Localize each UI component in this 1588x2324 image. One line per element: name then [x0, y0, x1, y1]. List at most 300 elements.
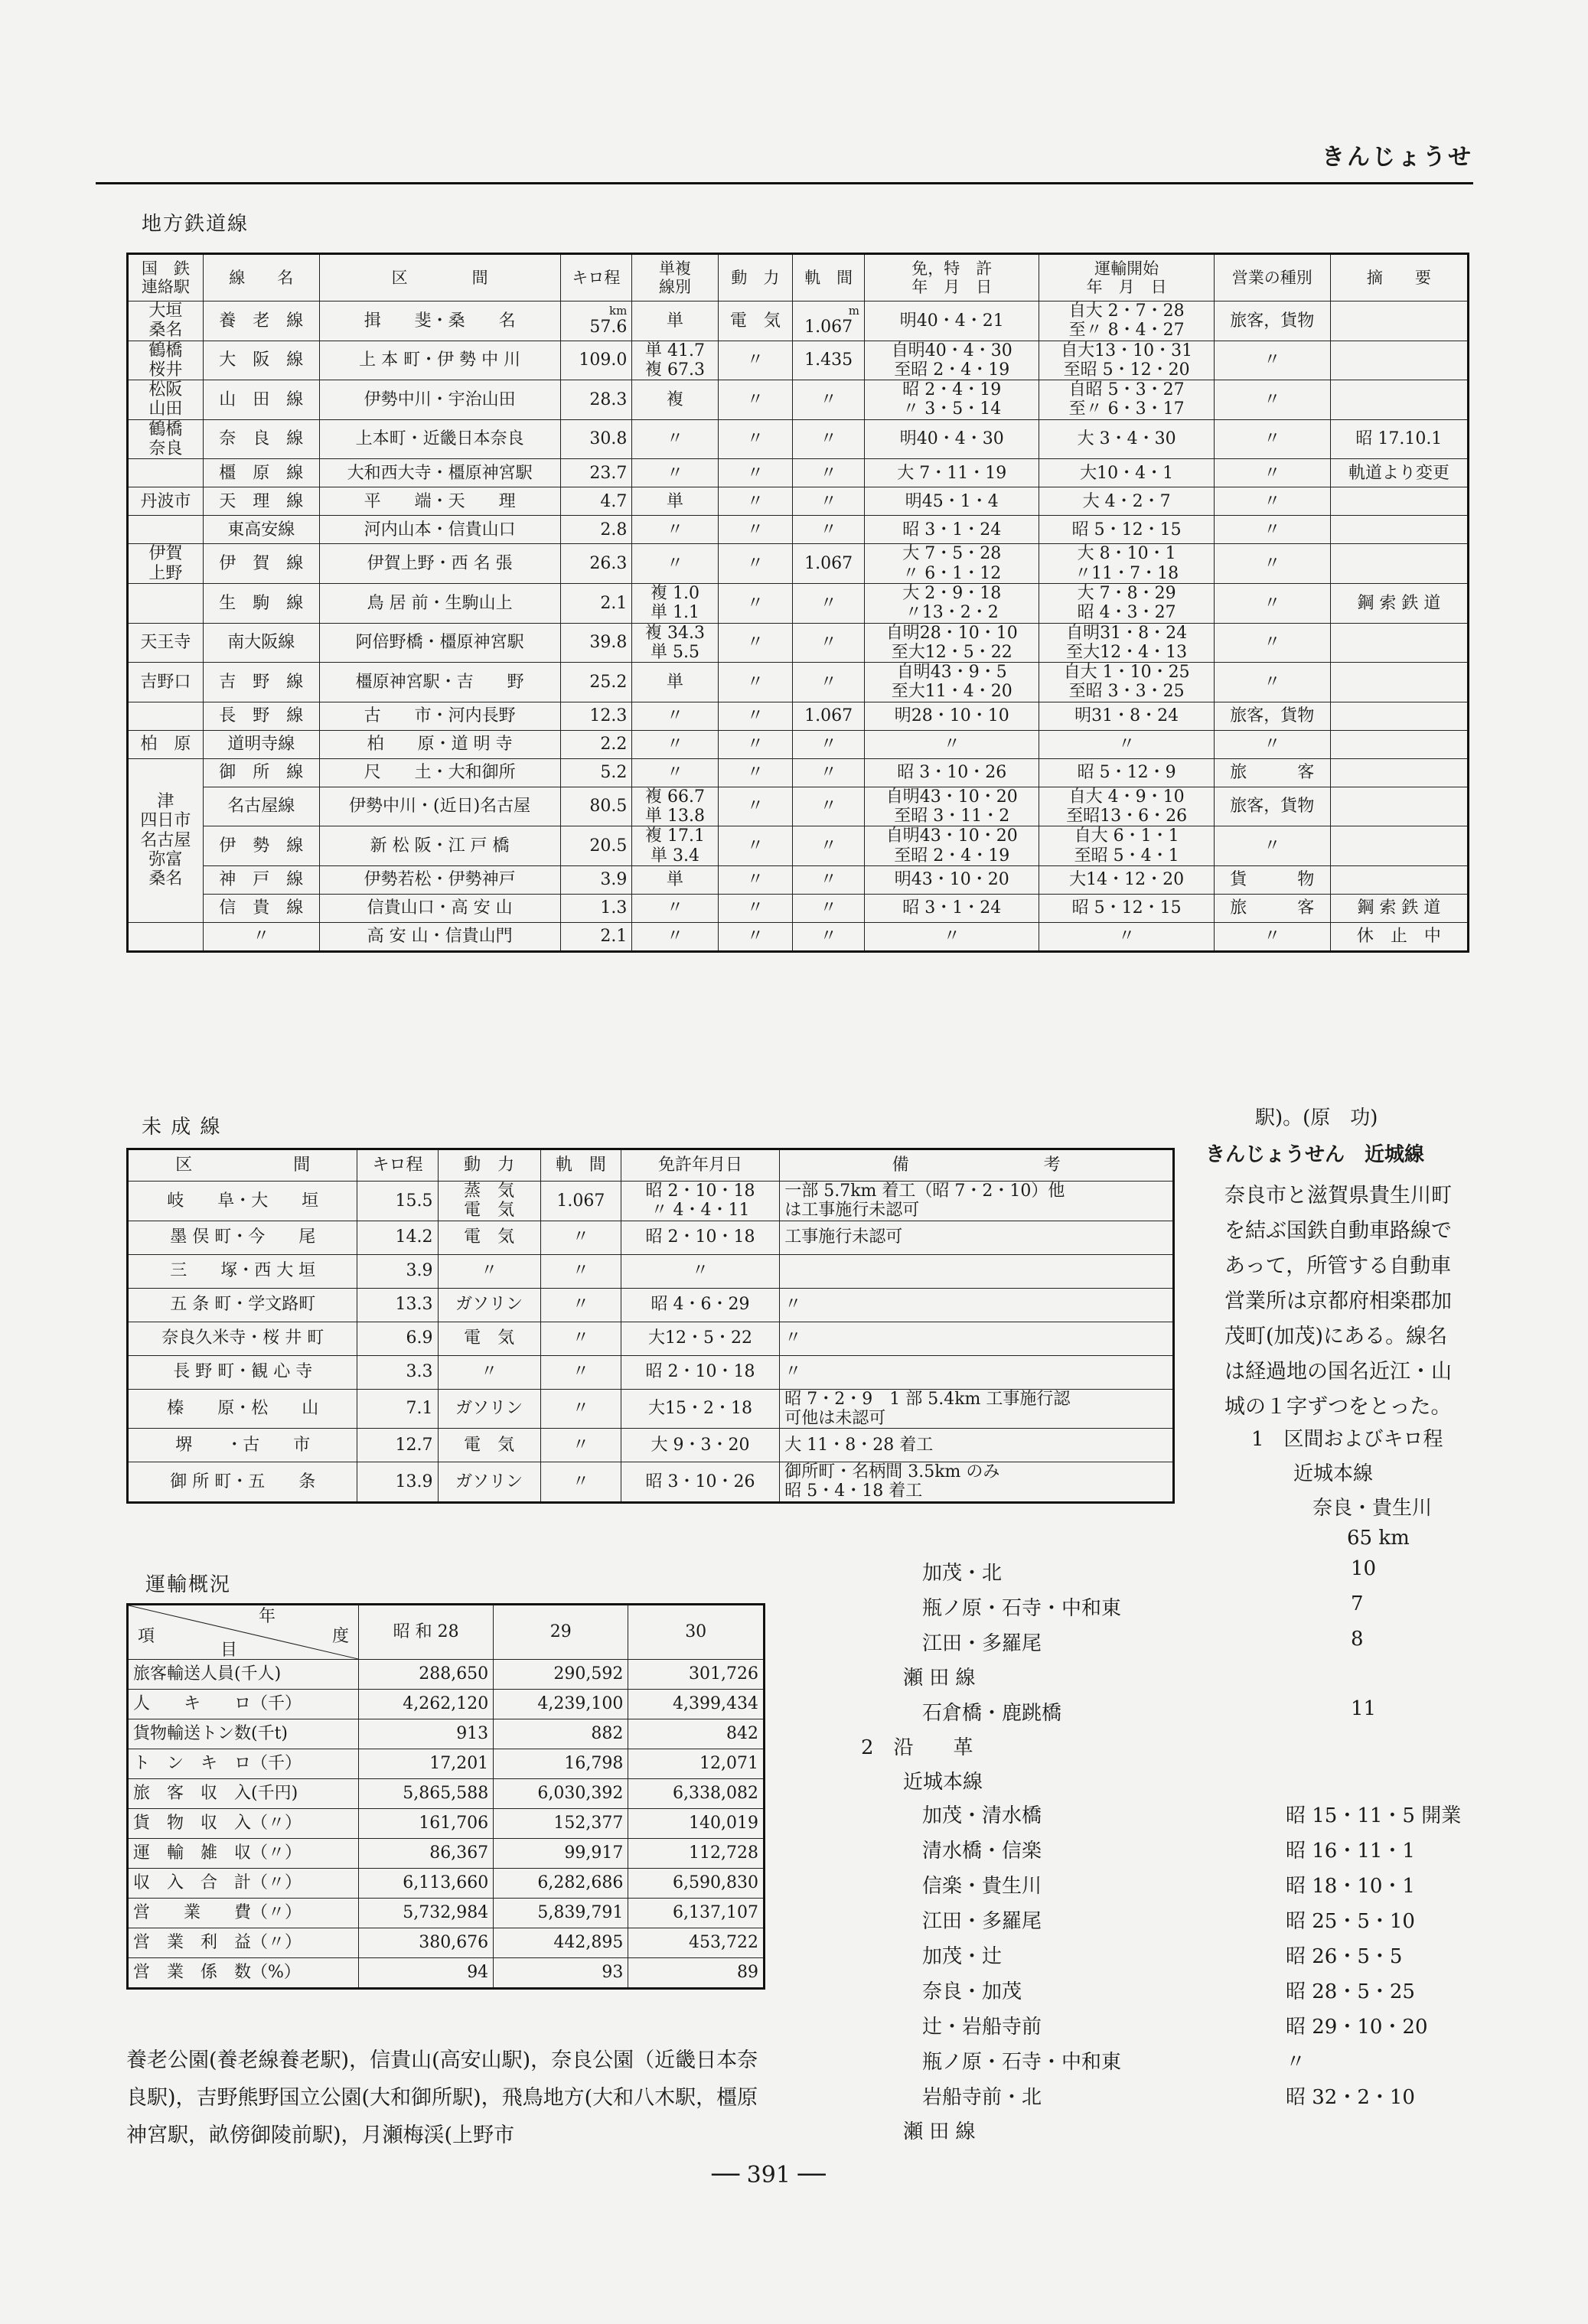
gauge: 〃 — [540, 1221, 621, 1254]
track-type: 単 — [632, 302, 718, 341]
history-date: 昭 16・11・1 — [1286, 1840, 1415, 1863]
table-row — [128, 341, 1469, 380]
connecting-station — [128, 459, 204, 487]
item: 収 入 合 計（〃） — [128, 1869, 359, 1899]
table-row — [128, 894, 1469, 922]
track-type: 複 66.7 単 13.8 — [632, 787, 718, 826]
service-type: 貨 物 — [1214, 865, 1330, 894]
route-km: 7 — [1351, 1592, 1364, 1615]
license-date: 自明28・10・10 至大12・5・22 — [865, 623, 1039, 663]
line-name: 道明寺線 — [203, 730, 319, 758]
power: ガソリン — [438, 1288, 540, 1322]
table-row — [128, 787, 1469, 826]
year-header: 昭 和 28 — [359, 1605, 494, 1660]
connecting-station — [128, 583, 204, 623]
value: 6,137,107 — [628, 1899, 765, 1928]
connecting-station: 天王寺 — [128, 623, 204, 663]
corner-top: 年 — [259, 1607, 276, 1626]
column-header: 軌 間 — [540, 1149, 621, 1182]
km: 109.0 — [560, 341, 632, 380]
line-name: 信 貴 線 — [203, 894, 319, 922]
gauge: 1.435 — [793, 341, 865, 380]
section: 伊勢中川・宇治山田 — [319, 380, 560, 420]
line-name: 山 田 線 — [203, 380, 319, 420]
table-row — [128, 516, 1469, 544]
gauge: 〃 — [793, 894, 865, 922]
route-row — [922, 1592, 1458, 1628]
km: 3.9 — [560, 865, 632, 894]
value: 4,399,434 — [628, 1690, 765, 1719]
corner-header — [128, 1605, 359, 1660]
service-type: 旅客，貨物 — [1214, 787, 1330, 826]
power: 〃 — [718, 826, 793, 866]
service-type: 旅客，貨物 — [1214, 302, 1330, 341]
subsection-1-line: 近城本線 — [1293, 1462, 1374, 1485]
gauge: 1.067 — [793, 544, 865, 584]
remarks — [1330, 730, 1468, 758]
km: 7.1 — [357, 1389, 438, 1429]
section: 河内山本・信貴山口 — [319, 516, 560, 544]
history-section: 清水橋・信楽 — [922, 1840, 1042, 1863]
history-date: 〃 — [1286, 2051, 1306, 2074]
gauge: 〃 — [540, 1355, 621, 1389]
table-row — [128, 623, 1469, 663]
table-row — [128, 865, 1469, 894]
value: 17,201 — [359, 1749, 494, 1779]
remarks — [780, 1254, 1174, 1288]
column-header: 動 力 — [718, 254, 793, 302]
table-row — [128, 1389, 1174, 1429]
connecting-station: 鶴橋 桜井 — [128, 341, 204, 380]
table-row — [128, 459, 1469, 487]
license-date: 大 7・5・28 〃 6・1・12 — [865, 544, 1039, 584]
service-type: 〃 — [1214, 487, 1330, 516]
last-line-label: 瀬 田 線 — [903, 2120, 976, 2143]
service-type: 旅 客 — [1214, 758, 1330, 787]
gauge: 〃 — [540, 1254, 621, 1288]
service-type: 〃 — [1214, 419, 1330, 459]
line-name: 神 戸 線 — [203, 865, 319, 894]
line-name: 伊 賀 線 — [203, 544, 319, 584]
opening-date: 自大 6・1・1 至昭 5・4・1 — [1039, 826, 1214, 866]
history-section: 岩船寺前・北 — [922, 2086, 1042, 2109]
power: 〃 — [438, 1355, 540, 1389]
gauge: 〃 — [793, 583, 865, 623]
value: 152,377 — [494, 1809, 628, 1839]
opening-date: 大10・4・1 — [1039, 459, 1214, 487]
power: 〃 — [718, 487, 793, 516]
track-type: 単 — [632, 487, 718, 516]
opening-date: 自明31・8・24 至大12・4・13 — [1039, 623, 1214, 663]
power: 〃 — [718, 341, 793, 380]
history-row — [922, 1905, 1473, 1941]
power: 〃 — [718, 730, 793, 758]
history-section: 辻・岩船寺前 — [922, 2016, 1042, 2039]
history-row — [922, 1800, 1473, 1835]
km: 28.3 — [560, 380, 632, 420]
entry-line: あって，所管する自動車 — [1224, 1254, 1452, 1278]
license-date: 明40・4・21 — [865, 302, 1039, 341]
section: 高 安 山・信貴山門 — [319, 922, 560, 951]
table-row — [128, 826, 1469, 866]
connecting-station — [128, 702, 204, 730]
item: 営 業 係 数（%） — [128, 1958, 359, 1989]
corner-diagonal — [129, 1605, 358, 1659]
entry-line: 奈良市と滋賀県貴生川町 — [1224, 1184, 1452, 1208]
year-header: 30 — [628, 1605, 765, 1660]
section: 榛 原・松 山 — [128, 1389, 357, 1429]
history-section: 奈良・加茂 — [922, 1980, 1022, 2003]
value: 6,590,830 — [628, 1869, 765, 1899]
history-section: 加茂・清水橋 — [922, 1804, 1042, 1827]
track-type: 〃 — [632, 544, 718, 584]
opening-date: 大 7・8・29 昭 4・3・27 — [1039, 583, 1214, 623]
remarks: 軌道より変更 — [1330, 459, 1468, 487]
entry-line: を結ぶ国鉄自動車路線で — [1224, 1219, 1452, 1243]
power: 蒸 気 電 気 — [438, 1182, 540, 1221]
power: 〃 — [718, 663, 793, 702]
connecting-station — [128, 922, 204, 951]
km: km 57.6 — [560, 302, 632, 341]
main-route-km: 65 km — [1347, 1527, 1410, 1550]
column-header: 備 考 — [780, 1149, 1174, 1182]
gauge: 〃 — [793, 663, 865, 702]
running-title: きんじょうせ — [1322, 144, 1473, 171]
line-name: 東高安線 — [203, 516, 319, 544]
table-row — [128, 1899, 765, 1928]
history-section: 加茂・辻 — [922, 1945, 1003, 1968]
value: 16,798 — [494, 1749, 628, 1779]
table-row — [128, 1839, 765, 1869]
table-row — [128, 758, 1469, 787]
column-header: 運輸開始 年 月 日 — [1039, 254, 1214, 302]
section: 上 本 町・伊 勢 中 川 — [319, 341, 560, 380]
power: 電 気 — [718, 302, 793, 341]
license-date: 〃 — [621, 1254, 779, 1288]
subsection-2-line: 近城本線 — [903, 1771, 983, 1794]
history-date: 昭 25・5・10 — [1286, 1910, 1415, 1933]
remarks — [1330, 516, 1468, 544]
value: 301,726 — [628, 1660, 765, 1690]
table-row — [128, 380, 1469, 420]
remarks: 昭 7・2・9 1 部 5.4km 工事施行認 可他は未認可 — [780, 1389, 1174, 1429]
license-date: 昭 3・1・24 — [865, 516, 1039, 544]
power: 電 気 — [438, 1429, 540, 1462]
history-row — [922, 1835, 1473, 1870]
gauge: 〃 — [793, 922, 865, 951]
value: 842 — [628, 1719, 765, 1749]
table-row — [128, 1958, 765, 1989]
remarks: 〃 — [780, 1322, 1174, 1355]
unbuilt-lines-table — [126, 1148, 1175, 1504]
license-date: 昭 2・10・18 — [621, 1221, 779, 1254]
track-type: 複 1.0 単 1.1 — [632, 583, 718, 623]
history-section: 江田・多羅尾 — [922, 1910, 1042, 1933]
table-row — [128, 1809, 765, 1839]
service-type: 〃 — [1214, 730, 1330, 758]
item: 運 輸 雑 収（〃） — [128, 1839, 359, 1869]
entry-line: は経過地の国名近江・山 — [1224, 1360, 1452, 1384]
value: 161,706 — [359, 1809, 494, 1839]
section: 長 野 町・観 心 寺 — [128, 1355, 357, 1389]
column-header: 動 力 — [438, 1149, 540, 1182]
value: 140,019 — [628, 1809, 765, 1839]
track-type: 複 — [632, 380, 718, 420]
license-date: 昭 3・1・24 — [865, 894, 1039, 922]
remarks: 〃 — [780, 1288, 1174, 1322]
remarks — [1330, 341, 1468, 380]
track-type: 〃 — [632, 922, 718, 951]
opening-date: 自大 1・10・25 至昭 3・3・25 — [1039, 663, 1214, 702]
history-section: 信楽・貴生川 — [922, 1875, 1042, 1898]
history-date: 昭 32・2・10 — [1286, 2086, 1415, 2109]
license-date: 昭 3・10・26 — [621, 1462, 779, 1503]
section: 大和西大寺・橿原神宮駅 — [319, 459, 560, 487]
entry-title: きんじょうせん 近城線 — [1205, 1143, 1425, 1166]
power: 〃 — [438, 1254, 540, 1288]
service-type: 〃 — [1214, 922, 1330, 951]
table-row — [128, 702, 1469, 730]
gauge: 〃 — [540, 1389, 621, 1429]
value: 5,865,588 — [359, 1779, 494, 1809]
line-name: 橿 原 線 — [203, 459, 319, 487]
remarks — [1330, 758, 1468, 787]
section: 平 端・天 理 — [319, 487, 560, 516]
gauge: 〃 — [793, 419, 865, 459]
track-type: 〃 — [632, 730, 718, 758]
table-row — [128, 1322, 1174, 1355]
service-type: 〃 — [1214, 544, 1330, 584]
track-type: 〃 — [632, 702, 718, 730]
table-row — [128, 544, 1469, 584]
gauge: 〃 — [540, 1288, 621, 1322]
value: 93 — [494, 1958, 628, 1989]
section: 信貴山口・高 安 山 — [319, 894, 560, 922]
track-type: 単 — [632, 663, 718, 702]
power: 〃 — [718, 922, 793, 951]
km: 4.7 — [560, 487, 632, 516]
route-km: 8 — [1351, 1628, 1364, 1651]
power: 〃 — [718, 583, 793, 623]
value: 5,732,984 — [359, 1899, 494, 1928]
km: 15.5 — [357, 1182, 438, 1221]
connecting-station: 大垣 桑名 — [128, 302, 204, 341]
value: 380,676 — [359, 1928, 494, 1958]
history-date: 昭 26・5・5 — [1286, 1945, 1403, 1968]
item: 貨 物 収 入（〃） — [128, 1809, 359, 1839]
track-type: 単 41.7 複 67.3 — [632, 341, 718, 380]
connecting-station: 吉野口 — [128, 663, 204, 702]
power: 電 気 — [438, 1221, 540, 1254]
gauge: 〃 — [793, 758, 865, 787]
body-paragraph: 養老公園(養老線養老駅)，信貴山(高安山駅)，奈良公園（近畿日本奈良駅)，吉野熊野国立公園(大和御所駅)，飛鳥地方(大和八木駅，橿原神宮駅，畝傍御陵前駅)，月瀬梅渓(上野市 — [126, 2049, 758, 2147]
entry-line: 茂町(加茂)にある。線名 — [1224, 1325, 1448, 1348]
item: 貨物輸送トン数(千t) — [128, 1719, 359, 1749]
license-date: 明45・1・4 — [865, 487, 1039, 516]
remarks — [1330, 865, 1468, 894]
power: 電 気 — [438, 1322, 540, 1355]
power: 〃 — [718, 758, 793, 787]
column-header: 線 名 — [203, 254, 319, 302]
value: 442,895 — [494, 1928, 628, 1958]
history-date: 昭 18・10・1 — [1286, 1875, 1415, 1898]
connecting-station — [128, 516, 204, 544]
gauge: 〃 — [793, 865, 865, 894]
line-name: 吉 野 線 — [203, 663, 319, 702]
gauge: 〃 — [793, 487, 865, 516]
column-header: キロ程 — [357, 1149, 438, 1182]
table-row — [128, 1690, 765, 1719]
item: 営 業 利 益（〃） — [128, 1928, 359, 1958]
license-date: 明43・10・20 — [865, 865, 1039, 894]
opening-date: 自昭 5・3・27 至〃 6・3・17 — [1039, 380, 1214, 420]
license-date: 自明40・4・30 至昭 2・4・19 — [865, 341, 1039, 380]
table-row — [128, 1182, 1174, 1221]
section: 柏 原・道 明 寺 — [319, 730, 560, 758]
license-date: 明40・4・30 — [865, 419, 1039, 459]
remarks — [1330, 380, 1468, 420]
section: 新 松 阪・江 戸 橋 — [319, 826, 560, 866]
remarks — [1330, 302, 1468, 341]
service-type: 〃 — [1214, 583, 1330, 623]
local-railways-table — [126, 253, 1469, 953]
license-date: 大 7・11・19 — [865, 459, 1039, 487]
track-type: 複 34.3 単 5.5 — [632, 623, 718, 663]
table-row — [128, 1429, 1174, 1462]
opening-date: 昭 5・12・15 — [1039, 894, 1214, 922]
connecting-station: 鶴橋 奈良 — [128, 419, 204, 459]
section: 阿倍野橋・橿原神宮駅 — [319, 623, 560, 663]
gauge: 〃 — [540, 1462, 621, 1503]
km: 39.8 — [560, 623, 632, 663]
value: 94 — [359, 1958, 494, 1989]
connecting-station: 津 四日市 名古屋 弥富 桑名 — [128, 758, 204, 922]
entry-body — [1224, 1178, 1452, 1425]
km: 14.2 — [357, 1221, 438, 1254]
km: 26.3 — [560, 544, 632, 584]
section: 尺 土・大和御所 — [319, 758, 560, 787]
table-row — [128, 1749, 765, 1779]
opening-date: 大 4・2・7 — [1039, 487, 1214, 516]
opening-date: 昭 5・12・9 — [1039, 758, 1214, 787]
track-type: 複 17.1 単 3.4 — [632, 826, 718, 866]
license-date: 自明43・10・20 至昭 3・11・2 — [865, 787, 1039, 826]
remarks — [1330, 623, 1468, 663]
value: 288,650 — [359, 1660, 494, 1690]
license-date: 〃 — [865, 922, 1039, 951]
table-row — [128, 1254, 1174, 1288]
line-name: 天 理 線 — [203, 487, 319, 516]
line-name: 名古屋線 — [203, 787, 319, 826]
route-km: 10 — [1351, 1557, 1377, 1580]
gauge: 〃 — [793, 380, 865, 420]
route-name: 江田・多羅尾 — [922, 1632, 1042, 1655]
license-date: 自明43・9・5 至大11・4・20 — [865, 663, 1039, 702]
remarks: 鋼 索 鉄 道 — [1330, 583, 1468, 623]
connecting-station: 松阪 山田 — [128, 380, 204, 420]
value: 4,262,120 — [359, 1690, 494, 1719]
route-name: 瓶ノ原・石寺・中和東 — [922, 1597, 1122, 1620]
section: 古 市・河内長野 — [319, 702, 560, 730]
routes-list — [922, 1557, 1458, 1663]
history-list — [922, 1800, 1473, 2117]
opening-date: 自大 2・7・28 至〃 8・4・27 — [1039, 302, 1214, 341]
table-row — [128, 1779, 765, 1809]
value: 4,239,100 — [494, 1690, 628, 1719]
section: 堺 ・古 市 — [128, 1429, 357, 1462]
power: 〃 — [718, 544, 793, 584]
column-header: 摘 要 — [1330, 254, 1468, 302]
km: 30.8 — [560, 419, 632, 459]
section: 奈良久米寺・桜 井 町 — [128, 1322, 357, 1355]
value: 12,071 — [628, 1749, 765, 1779]
gauge: 〃 — [540, 1429, 621, 1462]
unit: m — [848, 304, 860, 318]
table-row — [128, 663, 1469, 702]
remarks — [1330, 702, 1468, 730]
header-rule — [96, 182, 1473, 184]
service-type: 〃 — [1214, 380, 1330, 420]
corner-left: 項 — [138, 1627, 155, 1646]
power: 〃 — [718, 787, 793, 826]
table-row — [128, 1928, 765, 1958]
column-header: キロ程 — [560, 254, 632, 302]
license-date: 〃 — [865, 730, 1039, 758]
value: 6,338,082 — [628, 1779, 765, 1809]
value: 453,722 — [628, 1928, 765, 1958]
section-title-transport-summary: 運輸概況 — [145, 1573, 232, 1596]
service-type: 旅客，貨物 — [1214, 702, 1330, 730]
section: 御 所 町・五 条 — [128, 1462, 357, 1503]
line-name: 大 阪 線 — [203, 341, 319, 380]
license-date: 昭 2・10・18 〃 4・4・11 — [621, 1182, 779, 1221]
table-row — [128, 730, 1469, 758]
power: 〃 — [718, 865, 793, 894]
km: 3.3 — [357, 1355, 438, 1389]
km: 2.2 — [560, 730, 632, 758]
gauge: 1.067 — [540, 1182, 621, 1221]
km: 20.5 — [560, 826, 632, 866]
gauge: 1.067 — [793, 702, 865, 730]
section: 伊賀上野・西 名 張 — [319, 544, 560, 584]
license-date: 昭 2・10・18 — [621, 1355, 779, 1389]
remarks: 工事施行未認可 — [780, 1221, 1174, 1254]
power: 〃 — [718, 459, 793, 487]
seta-line-label: 瀬 田 線 — [903, 1667, 976, 1690]
entry-line: 城の１字ずつをとった。 — [1224, 1395, 1452, 1419]
gauge: 〃 — [793, 623, 865, 663]
transport-summary-table — [126, 1603, 765, 1990]
line-name: 養 老 線 — [203, 302, 319, 341]
section: 揖 斐・桑 名 — [319, 302, 560, 341]
column-header: 区 間 — [319, 254, 560, 302]
remarks — [1330, 663, 1468, 702]
service-type: 旅 客 — [1214, 894, 1330, 922]
page-number: ── 391 ── — [712, 2162, 826, 2189]
km: 3.9 — [357, 1254, 438, 1288]
opening-date: 〃 — [1039, 730, 1214, 758]
column-header: 国 鉄 連絡駅 — [128, 254, 204, 302]
remarks — [1330, 487, 1468, 516]
license-date: 昭 2・4・19 〃 3・5・14 — [865, 380, 1039, 420]
route-name: 加茂・北 — [922, 1562, 1003, 1585]
item: 旅客輸送人員(千人) — [128, 1660, 359, 1690]
service-type: 〃 — [1214, 341, 1330, 380]
km: 23.7 — [560, 459, 632, 487]
main-route: 奈良・貴生川 — [1312, 1497, 1433, 1520]
value: 882 — [494, 1719, 628, 1749]
continuation-text: 駅)。(原 功) — [1255, 1107, 1378, 1129]
